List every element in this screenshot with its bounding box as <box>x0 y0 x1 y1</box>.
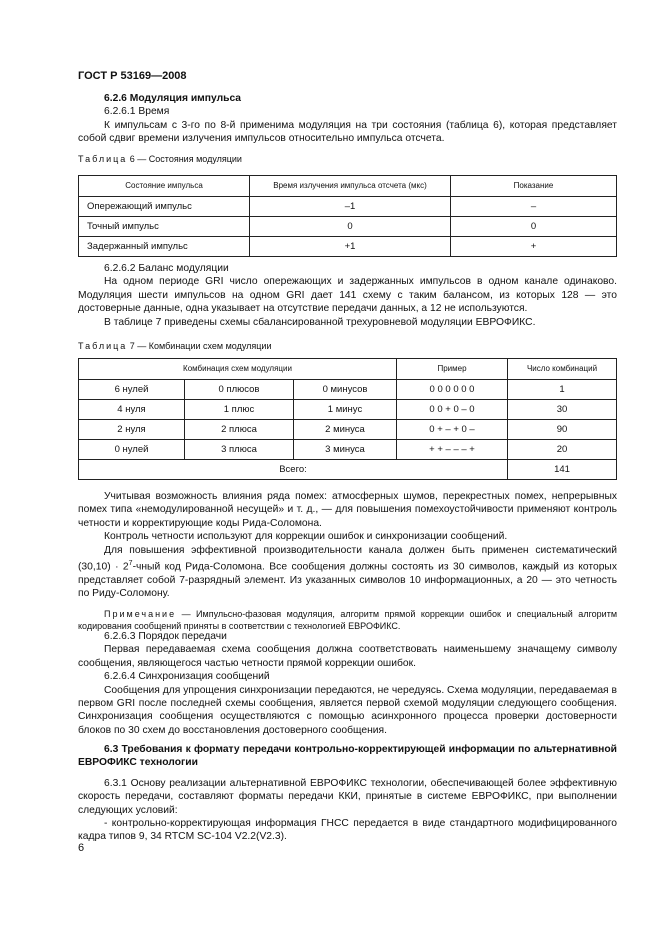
table-cell: + <box>451 237 617 257</box>
table-cell: 20 <box>508 440 617 460</box>
table-row <box>79 217 617 237</box>
total-value: 141 <box>508 460 617 480</box>
subsection-title: 6.2.6.4 Синхронизация сообщений <box>104 671 270 683</box>
list-item: - контрольно-корректирующая информация ГНСС передается в виде стандартного модифицированного кадра типов 9, 34 RTCM SC-104 V2.2(V2.3). <box>78 818 617 843</box>
caption-label: Таблица <box>78 341 128 351</box>
table-cell: +1 <box>250 237 451 257</box>
paragraph: 6.3.1 Основу реализации альтернативной ЕВРОФИКС технологии, обеспечивающей более эффективную скорость передачи, составляют форматы передачи ККИ, принятые в системе ЕВРОФИКС, при выполнении следующих условий: <box>78 777 617 816</box>
paragraph: Для повышения эффективной производительности канала должен быть применен систематический $(30,10) \cdot 2^7$-чный код Рида-Соломона. Все сообщения должны состоять из 30 символов, каждый из которых представляет собой 7-разрядный элемент. Из указанных символов 10 информационных, а 20 — это четность по Риду-Соломону. <box>78 544 617 600</box>
table-header-cell: Комбинация схем модуляции <box>79 359 397 380</box>
table7 <box>78 358 617 480</box>
table-cell: 0 <box>451 217 617 237</box>
note <box>78 608 617 632</box>
paragraph: На одном периоде GRI число опережающих и задержанных импульсов в одном канале одинаково. Модуляция шести импульсов на одном GRI дает 141 схему с таким балансом, из которых 128 — это достоверные данные, одна указывает на отсутствие передачи данных, а 12 не используются. <box>78 276 617 315</box>
paragraph: Учитывая возможность влияния ряда помех: атмосферных шумов, перекрестных помех, непрерывных помех типа «немодулированной несущей» и т. д., — для повышения помехоустойчивости применяют контроль четности и корректирующие коды Рида-Соломона. <box>78 491 617 529</box>
table6 <box>78 175 617 257</box>
table-cell: + + – – – + <box>397 440 508 460</box>
document-header: ГОСТ Р 53169—2008 <box>78 70 187 82</box>
table-header-cell: Состояние импульса <box>79 176 250 197</box>
table7-caption <box>78 340 617 353</box>
table-header-cell: Время излучения импульса отсчета (мкс) <box>250 176 451 197</box>
table-cell: 90 <box>508 420 617 440</box>
body-paragraphs <box>78 490 617 632</box>
caption-text: 6 — Состояния модуляции <box>127 154 242 164</box>
table-header-row <box>79 359 617 380</box>
note-text: — Импульсно-фазовая модуляция, алгоритм прямой коррекции ошибок и специальный алгоритм кодирования сообщений приняты в соответствии с технологией ЕВРОФИКС. <box>78 608 617 631</box>
superscript: 7 <box>128 560 133 568</box>
table-cell: 0 + – + 0 – <box>397 420 508 440</box>
table-cell: 4 нуля <box>79 400 185 420</box>
table-row <box>79 400 617 420</box>
table-header-cell: Число комбинаций <box>508 359 617 380</box>
subsection-title: 6.2.6.2 Баланс модуляции <box>104 263 229 274</box>
paragraph: Первая передаваемая схема сообщения должна соответствовать наименьшему значащему символу сообщения, являющегося частью четности прямой коррекции ошибок. <box>78 644 617 669</box>
table-cell: 2 минуса <box>294 420 397 440</box>
table-cell: – <box>451 197 617 217</box>
table-cell: 2 плюса <box>185 420 294 440</box>
paragraph: Контроль четности используют для коррекции ошибок и синхронизации сообщений. <box>104 531 508 543</box>
table-cell: 1 плюс <box>185 400 294 420</box>
table-cell: 1 <box>508 380 617 400</box>
table-cell: 6 нулей <box>79 380 185 400</box>
table-cell: Точный импульс <box>79 217 250 237</box>
table-row <box>79 440 617 460</box>
table-row <box>79 197 617 217</box>
total-label: Всего: <box>79 460 508 480</box>
caption-text: 7 — Комбинации схем модуляции <box>127 341 272 351</box>
table-cell: 2 нуля <box>79 420 185 440</box>
table-header-cell: Показание <box>451 176 617 197</box>
paragraph: Сообщения для упрощения синхронизации передаются, не чередуясь. Схема модуляции, передаваемая в первом GRI после последней схемы сообщения, является первой схемой модуляции следующего сообщения. Синхронизация сообщения осуществляются с помощью асинхронного процесса проверки достоверности блоков по 30 схем до восстановления достоверного сообщения. <box>78 684 617 736</box>
table-cell: 0 плюсов <box>185 380 294 400</box>
table6-caption <box>78 153 617 166</box>
section-title: 6.2.6 Модуляция импульса <box>104 93 242 104</box>
section-6-3 <box>78 743 617 844</box>
section-6-2-6-2 <box>78 262 617 329</box>
table-header-cell: Пример <box>397 359 508 380</box>
table-cell: –1 <box>250 197 451 217</box>
section-6-2-6 <box>78 92 617 146</box>
section-title: 6.3 Требования к формату передачи контрольно-корректирующей информации по альтернативной ЕВРОФИКС технологии <box>78 744 617 769</box>
table-cell: 3 плюса <box>185 440 294 460</box>
table-cell: Опережающий импульс <box>79 197 250 217</box>
table-cell: 0 0 0 0 0 0 <box>397 380 508 400</box>
table-cell: 0 нулей <box>79 440 185 460</box>
subsection-title: 6.2.6.1 Время <box>104 106 170 118</box>
table-cell: 0 0 + 0 – 0 <box>397 400 508 420</box>
table-cell: 3 минуса <box>294 440 397 460</box>
table-row <box>79 237 617 257</box>
paragraph: В таблице 7 приведены схемы сбалансированной трехуровневой модуляции ЕВРОФИКС. <box>104 316 536 328</box>
paragraph: К импульсам с 3-го по 8-й применима модуляция на три состояния (таблица 6), которая представляет собой сдвиг времени излучения импульсов относительно импульса отсчета. <box>78 119 617 145</box>
table-cell: Задержанный импульс <box>79 237 250 257</box>
page-number: 6 <box>78 842 85 854</box>
caption-label: Таблица <box>78 154 128 164</box>
table-cell: 0 <box>250 217 451 237</box>
table-row <box>79 420 617 440</box>
note-label: Примечание <box>104 608 177 619</box>
table-header-row <box>79 176 617 197</box>
table-cell: 30 <box>508 400 617 420</box>
table-cell: 1 минус <box>294 400 397 420</box>
table-cell: 0 минусов <box>294 380 397 400</box>
subsection-title: 6.2.6.3 Порядок передачи <box>104 631 227 642</box>
section-6-2-6-3 <box>78 630 617 737</box>
table-row <box>79 380 617 400</box>
table-total-row <box>79 460 617 480</box>
